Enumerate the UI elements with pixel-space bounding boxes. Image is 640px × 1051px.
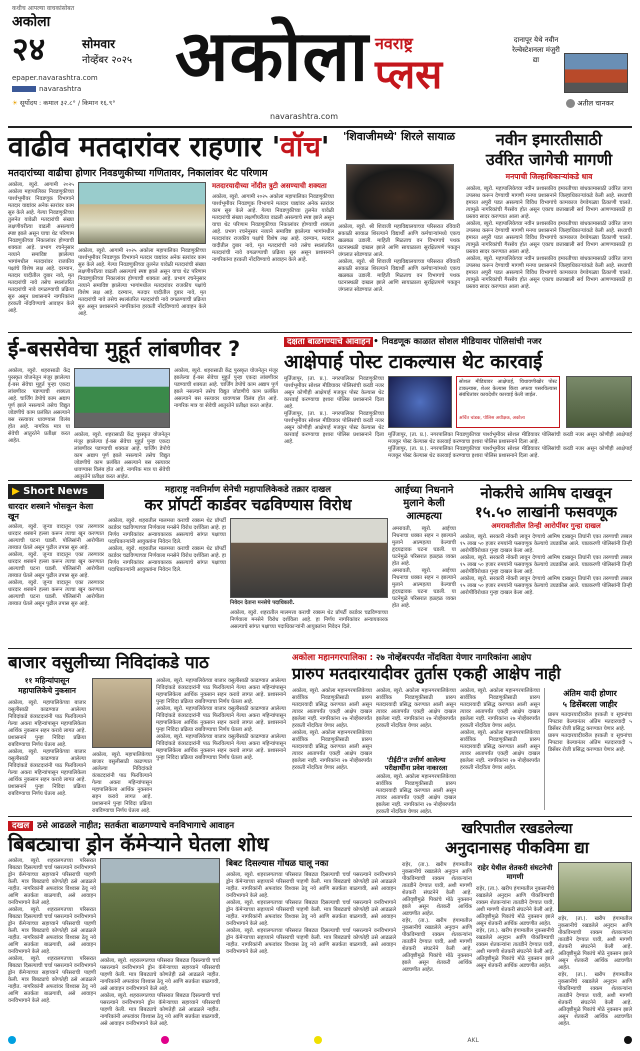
- mns-title: कर प्रॉपर्टी कार्डवर चढविण्यास विरोध: [144, 496, 352, 514]
- objection-title: प्रारुप मतदारयादीवर तुर्तास एकही आक्षेप नाही: [292, 664, 561, 683]
- reporter-avatar: [566, 99, 575, 108]
- insurance-body-right: राहेर, (ता.). खरीप हंगामातील नुकसानीचे रखडलेले अनुदान आणि पीकविम्याची रक्कम शेतकऱ्यांना तातडीने देण्यात यावी, अशी मागणी शेतकरी संघटनेने केली आहे. अतिवृष्टीमुळे पिकांचे मोठे नुकसान झाले असून शेतकरी आर्थिक अडचणीत आहेत. राहेर, (ता.). खरीप हंगामातील नुकसानीचे रखडलेले अनुदान आणि पीकविम्याची रक्कम शेतकऱ्यांना तातडीने देण्यात यावी, अशी मागणी शेतकरी संघटनेने केली आहे. अतिवृष्टीमुळे पिकांचे मोठे नुकसान झाले असून शेतकरी आर्थिक अडचणीत आहेत.: [558, 916, 632, 1027]
- mns-body-2: अकोला, ब्युरो. शहरातील मालमत्ता कराची रक्कम थेट प्रॉपर्टी कार्डवर चढविण्याच्या निर्णयाला मनसेने विरोध दर्शविला आहे. हा निर्णय नागरिकांवर अन्यायकारक असल्याचे सांगत पक्षाच्या पदाधिकाऱ्यांनी आयुक्तांना निवेदन दिले.: [230, 610, 388, 630]
- lead-body-left: अकोला, ब्युरो. आगामी २०२५ अकोला महापालिका निवडणुकीच्या पार्श्वभूमीवर निवडणूक विभागाने मतदार याद्यांवर अनेक स्तरांवर काम सुरु केले आहे. गेल्या निवडणुकीच्या तुलनेत यावेळी मतदारांची संख्या लक्षणीयरीत्या वाढली असल्याचे स्पष्ट झाले असून याचा थेट परिणाम निवडणुकीच्या निकालांवर होण्याची शक्यता आहे. प्रभाग रचनेनुसार नव्याने समाविष्ट झालेल्या भागांमधील मतदारांवर राजकीय पक्षांचे विशेष लक्ष आहे. दरम्यान, मतदार यादीतील दुबार नावे, मृत मतदारांची नावे तसेच स्थलांतरित मतदारांची नावे वगळण्याची प्रक्रिया सुरु असून प्रशासनाने नागरिकांना हरकती नोंदविण्याचे आवाहन केले आहे.: [8, 182, 74, 314]
- social-body-2: मूर्तिजापूर, (ता. प्र.). नगरपालिका निवडणुकीच्या पार्श्वभूमीवर सोशल मीडियावर पोलिसांची करडी नजर असून कोणीही आक्षेपार्ह मजकूर पोस्ट केल्यास थेट कारवाई करण्याचा इशारा पोलिस प्रशासनाने दिला आहे. मूर्तिजापूर, (ता. प्र.). नगरपालिका निवडणुकीच्या पार्श्वभूमीवर सोशल मीडियावर पोलिसांची करडी नजर असून कोणीही आक्षेपार्ह मजकूर पोस्ट केल्यास थेट कारवाई करण्याचा इशारा पोलिस प्रशासनाने दिला आहे.: [388, 432, 632, 459]
- weekday: सोमवार: [82, 37, 116, 51]
- jobs-body: अकोला, ब्युरो. सरकारी नोकरी लावून देण्याचे आमिष दाखवून तिघांनी एका तरुणाची तब्बल १५ लाख ५० हजार रुपयांनी फसवणूक केल्याचे उघडकीस आले. याप्रकरणी पोलिसांनी तिन्ही आरोपींविरोधात गुन्हा दाखल केला आहे. अकोला, ब्युरो. सरकारी नोकरी लावून देण्याचे आमिष दाखवून तिघांनी एका तरुणाची तब्बल १५ लाख ५० हजार रुपयांनी फसवणूक केल्याचे उघडकीस आले. याप्रकरणी पोलिसांनी तिन्ही आरोपींविरोधात गुन्हा दाखल केला आहे. अकोला, ब्युरो. सरकारी नोकरी लावून देण्याचे आमिष दाखवून तिघांनी एका तरुणाची तब्बल १५ लाख ५० हजार रुपयांनी फसवणूक केल्याचे उघडकीस आले. याप्रकरणी पोलिसांनी तिन्ही आरोपींविरोधात गुन्हा दाखल केला आहे.: [460, 534, 632, 596]
- objection-body-2: अकोला, ब्युरो. अकोला महानगरपालिकेच्या सार्वत्रिक निवडणुकीसाठी प्रारुप मतदारयादी प्रसिद्ध करण्यात आली असून त्यावर आतापर्यंत एकही आक्षेप दाखल झालेला नाही. नागरिकांना २७ नोव्हेंबरपर्यंत हरकती नोंदविता येणार आहेत.: [376, 688, 456, 729]
- objection-body-1: अकोला, ब्युरो. अकोला महानगरपालिकेच्या सार्वत्रिक निवडणुकीसाठी प्रारुप मतदारयादी प्रसिद्ध करण्यात आली असून त्यावर आतापर्यंत एकही आक्षेप दाखल झालेला नाही. नागरिकांना २७ नोव्हेंबरपर्यंत हरकती नोंदविता येणार आहेत. अकोला, ब्युरो. अकोला महानगरपालिकेच्या सार्वत्रिक निवडणुकीसाठी प्रारुप मतदारयादी प्रसिद्ध करण्यात आली असून त्यावर आतापर्यंत एकही आक्षेप दाखल झालेला नाही. नागरिकांना २७ नोव्हेंबरपर्यंत हरकती नोंदविता येणार आहेत.: [292, 688, 372, 771]
- short-news: [8, 484, 104, 644]
- objection-body-4: अकोला, ब्युरो. अकोला महानगरपालिकेच्या सार्वत्रिक निवडणुकीसाठी प्रारुप मतदारयादी प्रसिद्ध करण्यात आली असून त्यावर आतापर्यंत एकही आक्षेप दाखल झालेला नाही. नागरिकांना २७ नोव्हेंबरपर्यंत हरकती नोंदविता येणार आहेत. अकोला, ब्युरो. अकोला महानगरपालिकेच्या सार्वत्रिक निवडणुकीसाठी प्रारुप मतदारयादी प्रसिद्ध करण्यात आली असून त्यावर आतापर्यंत एकही आक्षेप दाखल झालेला नाही. नागरिकांना २७ नोव्हेंबरपर्यंत हरकती नोंदविता येणार आहेत.: [460, 688, 540, 771]
- brand-top: नवराष्ट्र: [375, 34, 413, 53]
- bazaar-body-mid: अकोला, ब्युरो. महापालिकेच्या बाजार वसुलीसाठी काढण्यात आलेल्या निविदांकडे कंत्राटदारांनी पाठ फिरविल्याने गेल्या अकरा महिन्यांपासून महापालिकेला आर्थिक नुकसान सहन करावे लागत आहे. प्रशासनाने पुन्हा निविदा प्रक्रिया राबविण्याचा निर्णय घेतला आहे.: [92, 752, 152, 814]
- farmers-photo: [558, 862, 632, 912]
- quote-author: अर्चित चांडक, पोलिस अधीक्षक, अकोला: [459, 416, 525, 421]
- reg-mark-magenta: [161, 1036, 169, 1044]
- drone-story: [8, 820, 396, 1030]
- mns-caption: निवेदन देताना मनसेचे पदाधिकारी.: [230, 600, 295, 606]
- ebus-body-left: अकोला, ब्युरो. शहरासाठी केंद्र पुरस्कृत योजनेतून मंजूर झालेल्या ई-बस सेवेचा मुहूर्त पुन्हा एकदा लांबणीवर पडण्याची शक्यता आहे. चार्जिंग डेपोचे काम अद्याप पूर्ण झाले नसल्याने तसेच विद्युत जोडणीचे काम प्रलंबित असल्याने बस रस्त्यावर धावण्यास विलंब होत आहे. नागरिक मात्र या सेवेची आतुरतेने प्रतीक्षा करत आहेत.: [8, 368, 70, 444]
- insurance-body-left: राहेर, (ता.). खरीप हंगामातील नुकसानीचे रखडलेले अनुदान आणि पीकविम्याची रक्कम शेतकऱ्यांना तातडीने देण्यात यावी, अशी मागणी शेतकरी संघटनेने केली आहे. अतिवृष्टीमुळे पिकांचे मोठे नुकसान झाले असून शेतकरी आर्थिक अडचणीत आहेत. राहेर, (ता.). खरीप हंगामातील नुकसानीचे रखडलेले अनुदान आणि पीकविम्याची रक्कम शेतकऱ्यांना तातडीने देण्यात यावी, अशी मागणी शेतकरी संघटनेने केली आहे. अतिवृष्टीमुळे पिकांचे मोठे नुकसान झाले असून शेतकरी आर्थिक अडचणीत आहेत.: [402, 862, 472, 973]
- drone-title: बिबट्याचा ड्रोन कॅमेऱ्याने घेतला शोध: [8, 832, 269, 856]
- lead-body-mid: अकोला, ब्युरो. आगामी २०२५ अकोला महापालिका निवडणुकीच्या पार्श्वभूमीवर निवडणूक विभागाने मतदार याद्यांवर अनेक स्तरांवर काम सुरु केले आहे. गेल्या निवडणुकीच्या तुलनेत यावेळी मतदारांची संख्या लक्षणीयरीत्या वाढली असल्याचे स्पष्ट झाले असून याचा थेट परिणाम निवडणुकीच्या निकालांवर होण्याची शक्यता आहे. प्रभाग रचनेनुसार नव्याने समाविष्ट झालेल्या भागांमधील मतदारांवर राजकीय पक्षांचे विशेष लक्ष आहे. दरम्यान, मतदार यादीतील दुबार नावे, मृत मतदारांची नावे तसेच स्थलांतरित मतदारांची नावे वगळण्याची प्रक्रिया सुरु असून प्रशासनाने नागरिकांना हरकती नोंदविण्याचे आवाहन केले आहे.: [78, 248, 206, 317]
- drone-body-bottom: अकोला, ब्युरो. शहरालगतच्या परिसरात बिबट्या दिसल्याची चर्चा पसरल्याने वनविभागाने ड्रोन कॅमेऱ्याच्या सहाय्याने परिसराची पाहणी केली. मात्र बिबट्याचे कोणतेही ठसे आढळले नाहीत. नागरिकांनी अफवांवर विश्वास ठेवू नये आणि सतर्कता बाळगावी, असे आवाहन वनविभागाने केले आहे. अकोला, ब्युरो. शहरालगतच्या परिसरात बिबट्या दिसल्याची चर्चा पसरल्याने वनविभागाने ड्रोन कॅमेऱ्याच्या सहाय्याने परिसराची पाहणी केली. मात्र बिबट्याचे कोणतेही ठसे आढळले नाहीत. नागरिकांनी अफवांवर विश्वास ठेवू नये आणि सतर्कता बाळगावी, असे आवाहन वनविभागाने केले आहे.: [100, 958, 220, 1027]
- drone-photo: [100, 858, 220, 954]
- bazaar-sub: ११ महिन्यांपासून महापालिकेचे नुकसान: [18, 676, 76, 695]
- leopard-box-title: बिबट दिसल्यास गोंधळ घालू नका: [226, 859, 329, 869]
- shivaji-title: 'शिवाजीमध्ये' शिरले सायाळ: [343, 130, 455, 143]
- reg-mark-yellow: [314, 1036, 322, 1044]
- month-year: नोव्हेंबर २०२५: [82, 55, 133, 66]
- social-body: मूर्तिजापूर, (ता. प्र.). नगरपालिका निवडणुकीच्या पार्श्वभूमीवर सोशल मीडियावर पोलिसांची करडी नजर असून कोणीही आक्षेपार्ह मजकूर पोस्ट केल्यास थेट कारवाई करण्याचा इशारा पोलिस प्रशासनाने दिला आहे. मूर्तिजापूर, (ता. प्र.). नगरपालिका निवडणुकीच्या पार्श्वभूमीवर सोशल मीडियावर पोलिसांची करडी नजर असून कोणीही आक्षेपार्ह मजकूर पोस्ट केल्यास थेट कारवाई करण्याचा इशारा पोलिस प्रशासनाने दिला आहे.: [284, 376, 384, 445]
- mns-kicker: महाराष्ट्र नवनिर्माण सेनेची महापालिकेकडे तक्रार दाखल: [165, 485, 331, 495]
- jobs-subhead: अमरावतीतील तिन्ही आरोपींवर गुन्हा दाखल: [491, 522, 601, 530]
- buildings-title-2: उर्वरित जागेची मागणी: [485, 150, 613, 169]
- masthead-tagline: कधीच आपल्या वाचकांसोबत: [12, 5, 75, 12]
- section-divider-4: [8, 816, 632, 817]
- social-title: आक्षेपार्ह पोस्ट टाकल्यास थेट कारवाई: [284, 351, 543, 373]
- final-title-2: ५ डिसेंबरला जाहीर: [562, 700, 618, 709]
- objection-story: [292, 652, 632, 815]
- jobs-story: [460, 484, 632, 644]
- buildings-title-1: नवीन इमारतीसाठी: [495, 130, 603, 149]
- color-registration-bar: [8, 1036, 632, 1044]
- section-divider-3: [8, 648, 632, 649]
- drone-body-left: अकोला, ब्युरो. शहरालगतच्या परिसरात बिबट्या दिसल्याची चर्चा पसरल्याने वनविभागाने ड्रोन कॅमेऱ्याच्या सहाय्याने परिसराची पाहणी केली. मात्र बिबट्याचे कोणतेही ठसे आढळले नाहीत. नागरिकांनी अफवांवर विश्वास ठेवू नये आणि सतर्कता बाळगावी, असे आवाहन वनविभागाने केले आहे. अकोला, ब्युरो. शहरालगतच्या परिसरात बिबट्या दिसल्याची चर्चा पसरल्याने वनविभागाने ड्रोन कॅमेऱ्याच्या सहाय्याने परिसराची पाहणी केली. मात्र बिबट्याचे कोणतेही ठसे आढळले नाहीत. नागरिकांनी अफवांवर विश्वास ठेवू नये आणि सतर्कता बाळगावी, असे आवाहन वनविभागाने केले आहे. अकोला, ब्युरो. शहरालगतच्या परिसरात बिबट्या दिसल्याची चर्चा पसरल्याने वनविभागाने ड्रोन कॅमेऱ्याच्या सहाय्याने परिसराची पाहणी केली. मात्र बिबट्याचे कोणतेही ठसे आढळले नाहीत. नागरिकांनी अफवांवर विश्वास ठेवू नये आणि सतर्कता बाळगावी, असे आवाहन वनविभागाने केले आहे.: [8, 858, 96, 1004]
- ebus-body-bottom: अकोला, ब्युरो. शहरासाठी केंद्र पुरस्कृत योजनेतून मंजूर झालेल्या ई-बस सेवेचा मुहूर्त पुन्हा एकदा लांबणीवर पडण्याची शक्यता आहे. चार्जिंग डेपोचे काम अद्याप पूर्ण झाले नसल्याने तसेच विद्युत जोडणीचे काम प्रलंबित असल्याने बस रस्त्यावर धावण्यास विलंब होत आहे. नागरिक मात्र या सेवेची आतुरतेने प्रतीक्षा करत आहेत.: [74, 432, 170, 480]
- ebus-title: ई-बससेवेचा मुहूर्त लांबणीवर ?: [8, 337, 241, 361]
- final-body: प्रारुप मतदारयादीवरील हरकती व सूचनांचा निपटारा केल्यानंतर अंतिम मतदारयादी ५ डिसेंबर रोजी प्रसिद्ध करण्यात येणार आहे. प्रारुप मतदारयादीवरील हरकती व सूचनांचा निपटारा केल्यानंतर अंतिम मतदारयादी ५ डिसेंबर रोजी प्रसिद्ध करण्यात येणार आहे.: [548, 712, 632, 753]
- short-news-body: अकोला, ब्युरो. जुन्या वादातून एका तरुणावर धारदार शस्त्राने हल्ला करून त्याचा खून करण्यात आल्याची घटना घडली. पोलिसांनी आरोपीला ताब्यात घेतले असून पुढील तपास सुरु आहे. अकोला, ब्युरो. जुन्या वादातून एका तरुणावर धारदार शस्त्राने हल्ला करून त्याचा खून करण्यात आल्याची घटना घडली. पोलिसांनी आरोपीला ताब्यात घेतले असून पुढील तपास सुरु आहे. अकोला, ब्युरो. जुन्या वादातून एका तरुणावर धारदार शस्त्राने हल्ला करून त्याचा खून करण्यात आल्याची घटना घडली. पोलिसांनी आरोपीला ताब्यात घेतले असून पुढील तपास सुरु आहे.: [8, 524, 104, 607]
- epaper-url[interactable]: epaper.navarashtra.com: [12, 74, 98, 82]
- bazaar-body-right: अकोला, ब्युरो. महापालिकेच्या बाजार वसुलीसाठी काढण्यात आलेल्या निविदांकडे कंत्राटदारांनी पाठ फिरविल्याने गेल्या अकरा महिन्यांपासून महापालिकेला आर्थिक नुकसान सहन करावे लागत आहे. प्रशासनाने पुन्हा निविदा प्रक्रिया राबविण्याचा निर्णय घेतला आहे. अकोला, ब्युरो. महापालिकेच्या बाजार वसुलीसाठी काढण्यात आलेल्या निविदांकडे कंत्राटदारांनी पाठ फिरविल्याने गेल्या अकरा महिन्यांपासून महापालिकेला आर्थिक नुकसान सहन करावे लागत आहे. प्रशासनाने पुन्हा निविदा प्रक्रिया राबविण्याचा निर्णय घेतला आहे. अकोला, ब्युरो. महापालिकेच्या बाजार वसुलीसाठी काढण्यात आलेल्या निविदांकडे कंत्राटदारांनी पाठ फिरविल्याने गेल्या अकरा महिन्यांपासून महापालिकेला आर्थिक नुकसान सहन करावे लागत आहे. प्रशासनाने पुन्हा निविदा प्रक्रिया राबविण्याचा निर्णय घेतला आहे.: [156, 678, 286, 761]
- objection-body-3: अकोला, ब्युरो. अकोला महानगरपालिकेच्या सार्वत्रिक निवडणुकीसाठी प्रारुप मतदारयादी प्रसिद्ध करण्यात आली असून त्यावर आतापर्यंत एकही आक्षेप दाखल झालेला नाही. नागरिकांना २७ नोव्हेंबरपर्यंत हरकती नोंदविता येणार आहेत.: [376, 774, 456, 815]
- weather-line: ☀ सूर्योदय : कमाल ३२.८° / किमान १६.९°: [12, 99, 116, 107]
- buildings-story: [466, 130, 632, 328]
- section-divider-2: [8, 480, 632, 481]
- mother-body: अमरावती, ब्युरो. आईच्या निधनाचा धक्का सहन न झाल्याने मुलाने आत्महत्या केल्याची हृदयद्रावक घटना घडली. या घटनेमुळे परिसरात हळहळ व्यक्त होत आहे. अमरावती, ब्युरो. आईच्या निधनाचा धक्का सहन न झाल्याने मुलाने आत्महत्या केल्याची हृदयद्रावक घटना घडली. या घटनेमुळे परिसरात हळहळ व्यक्त होत आहे.: [392, 526, 456, 609]
- lead-photo: [78, 182, 206, 244]
- lead-body-right: अकोला, ब्युरो. आगामी २०२५ अकोला महापालिका निवडणुकीच्या पार्श्वभूमीवर निवडणूक विभागाने मतदार याद्यांवर अनेक स्तरांवर काम सुरु केले आहे. गेल्या निवडणुकीच्या तुलनेत यावेळी मतदारांची संख्या लक्षणीयरीत्या वाढली असल्याचे स्पष्ट झाले असून याचा थेट परिणाम निवडणुकीच्या निकालांवर होण्याची शक्यता आहे. प्रभाग रचनेनुसार नव्याने समाविष्ट झालेल्या भागांमधील मतदारांवर राजकीय पक्षांचे विशेष लक्ष आहे. दरम्यान, मतदार यादीतील दुबार नावे, मृत मतदारांची नावे तसेच स्थलांतरित मतदारांची नावे वगळण्याची प्रक्रिया सुरु असून प्रशासनाने नागरिकांना हरकती नोंदविण्याचे आवाहन केले आहे.: [212, 194, 334, 263]
- mother-title: आईच्या निधनाने मुलाने केली आत्महत्या: [394, 485, 454, 522]
- social-story: [284, 336, 632, 476]
- final-title-1: अंतिम यादी होणार: [563, 689, 617, 698]
- buildings-subhead: मनपाची जिल्हाधिकाऱ्यांकडे धाव: [505, 172, 593, 181]
- police-photo: [566, 376, 632, 428]
- buildings-body: अकोला, ब्युरो. महापालिकेच्या नवीन प्रशासकीय इमारतीच्या बांधकामासाठी उर्वरित जागा उपलब्ध करून देण्याची मागणी मनपा प्रशासनाने जिल्हाधिकाऱ्यांकडे केली आहे. सध्याची इमारत अपुरी पडत असल्याने विविध विभागांचे कामकाज वेगवेगळ्या ठिकाणी चालते. त्यामुळे नागरिकांची गैरसोय होत असून एकाच छताखाली सर्व विभाग आणण्यासाठी हा प्रस्ताव सादर करण्यात आला आहे. अकोला, ब्युरो. महापालिकेच्या नवीन प्रशासकीय इमारतीच्या बांधकामासाठी उर्वरित जागा उपलब्ध करून देण्याची मागणी मनपा प्रशासनाने जिल्हाधिकाऱ्यांकडे केली आहे. सध्याची इमारत अपुरी पडत असल्याने विविध विभागांचे कामकाज वेगवेगळ्या ठिकाणी चालते. त्यामुळे नागरिकांची गैरसोय होत असून एकाच छताखाली सर्व विभाग आणण्यासाठी हा प्रस्ताव सादर करण्यात आला आहे. अकोला, ब्युरो. महापालिकेच्या नवीन प्रशासकीय इमारतीच्या बांधकामासाठी उर्वरित जागा उपलब्ध करून देण्याची मागणी मनपा प्रशासनाने जिल्हाधिकाऱ्यांकडे केली आहे. सध्याची इमारत अपुरी पडत असल्याने विविध विभागांचे कामकाज वेगवेगळ्या ठिकाणी चालते. त्यामुळे नागरिकांची गैरसोय होत असून एकाच छताखाली सर्व विभाग आणण्यासाठी हा प्रस्ताव सादर करण्यात आला आहे.: [466, 186, 632, 290]
- mother-story: [392, 484, 456, 644]
- bazaar-story: [8, 652, 286, 812]
- masthead-title: अकोला: [175, 15, 369, 97]
- promo-box: [510, 35, 628, 115]
- bazaar-title: बाजार वसुलीच्या निविदांकडे पाठ: [8, 653, 209, 673]
- masthead-divider: [8, 126, 632, 128]
- reg-mark-cyan: [8, 1036, 16, 1044]
- insurance-title-1: खरिपातील रखडलेल्या: [461, 821, 573, 837]
- jobs-title-1: नोकरीचे आमिष दाखवून: [480, 484, 612, 502]
- bazaar-body-left: अकोला, ब्युरो. महापालिकेच्या बाजार वसुलीसाठी काढण्यात आलेल्या निविदांकडे कंत्राटदारांनी पाठ फिरविल्याने गेल्या अकरा महिन्यांपासून महापालिकेला आर्थिक नुकसान सहन करावे लागत आहे. प्रशासनाने पुन्हा निविदा प्रक्रिया राबविण्याचा निर्णय घेतला आहे. अकोला, ब्युरो. महापालिकेच्या बाजार वसुलीसाठी काढण्यात आलेल्या निविदांकडे कंत्राटदारांनी पाठ फिरविल्याने गेल्या अकरा महिन्यांपासून महापालिकेला आर्थिक नुकसान सहन करावे लागत आहे. प्रशासनाने पुन्हा निविदा प्रक्रिया राबविण्याचा निर्णय घेतला आहे.: [8, 700, 86, 797]
- lead-story: [8, 130, 333, 328]
- bolt-icon: ▶: [12, 486, 24, 497]
- insurance-story: [402, 820, 632, 1030]
- insurance-subhead: राहेर येथील शेतकरी संघटनेची मागणी: [477, 864, 553, 881]
- lead-inset-head: मतदारयादीच्या नोंदीत त्रुटी असण्याची शक्यता: [212, 182, 327, 190]
- bazaar-photo: [92, 678, 152, 748]
- ebus-body-right: अकोला, ब्युरो. शहरासाठी केंद्र पुरस्कृत योजनेतून मंजूर झालेल्या ई-बस सेवेचा मुहूर्त पुन्हा एकदा लांबणीवर पडण्याची शक्यता आहे. चार्जिंग डेपोचे काम अद्याप पूर्ण झाले नसल्याने तसेच विद्युत जोडणीचे काम प्रलंबित असल्याने बस रस्त्यावर धावण्यास विलंब होत आहे. नागरिक मात्र या सेवेची आतुरतेने प्रतीक्षा करत आहेत.: [174, 368, 278, 409]
- leopard-box-body: अकोला, ब्युरो. शहरालगतच्या परिसरात बिबट्या दिसल्याची चर्चा पसरल्याने वनविभागाने ड्रोन कॅमेऱ्याच्या सहाय्याने परिसराची पाहणी केली. मात्र बिबट्याचे कोणतेही ठसे आढळले नाहीत. नागरिकांनी अफवांवर विश्वास ठेवू नये आणि सतर्कता बाळगावी, असे आवाहन वनविभागाने केले आहे. अकोला, ब्युरो. शहरालगतच्या परिसरात बिबट्या दिसल्याची चर्चा पसरल्याने वनविभागाने ड्रोन कॅमेऱ्याच्या सहाय्याने परिसराची पाहणी केली. मात्र बिबट्याचे कोणतेही ठसे आढळले नाहीत. नागरिकांनी अफवांवर विश्वास ठेवू नये आणि सतर्कता बाळगावी, असे आवाहन वनविभागाने केले आहे. अकोला, ब्युरो. शहरालगतच्या परिसरात बिबट्या दिसल्याची चर्चा पसरल्याने वनविभागाने ड्रोन कॅमेऱ्याच्या सहाय्याने परिसराची पाहणी केली. मात्र बिबट्याचे कोणतेही ठसे आढळले नाहीत. नागरिकांनी अफवांवर विश्वास ठेवू नये आणि सतर्कता बाळगावी, असे आवाहन वनविभागाने केले आहे.: [226, 872, 396, 955]
- final-list-box: [548, 688, 632, 810]
- shivaji-story: [338, 130, 460, 328]
- shivaji-body: अकोला, ब्युरो. श्री शिवाजी महाविद्यालयाच्या परिसरात रविवारी सकाळी सायाळ शिरल्याने विद्यार्थी आणि कर्मचाऱ्यांमध्ये एकच खळबळ उडाली. माहिती मिळताच वन विभागाचे पथक घटनास्थळी दाखल झाले आणि सायाळाला सुरक्षितपणे पकडून जंगलात सोडण्यात आले. अकोला, ब्युरो. श्री शिवाजी महाविद्यालयाच्या परिसरात रविवारी सकाळी सायाळ शिरल्याने विद्यार्थी आणि कर्मचाऱ्यांमध्ये एकच खळबळ उडाली. माहिती मिळताच वन विभागाचे पथक घटनास्थळी दाखल झाले आणि सायाळाला सुरक्षितपणे पकडून जंगलात सोडण्यात आले.: [338, 224, 460, 293]
- quote-box: [456, 376, 560, 428]
- promo-byline: अतील चानकर: [566, 99, 614, 109]
- brand-badge: [375, 32, 500, 102]
- lead-subhead: मतदारांच्या वाढीचा होणार निवडणुकीच्या गणितावर, निकालांवर थेट परिणाम: [8, 168, 268, 179]
- phone-graphic: [388, 376, 452, 428]
- insurance-title-2: अनुदानासह पीकविमा द्या: [445, 838, 589, 857]
- reg-mark-black: [624, 1036, 632, 1044]
- ebus-photo: [74, 368, 170, 428]
- section-divider-1: [8, 332, 632, 333]
- train-photo: [564, 53, 628, 93]
- page-code: AKL: [467, 1036, 479, 1044]
- objection-kicker: अकोला महानगरपालिका : २७ नोव्हेंबरपर्यंत नोंदविता येणार नागरिकांना आक्षेप: [292, 653, 532, 663]
- insurance-body-mid: राहेर, (ता.). खरीप हंगामातील नुकसानीचे रखडलेले अनुदान आणि पीकविम्याची रक्कम शेतकऱ्यांना तातडीने देण्यात यावी, अशी मागणी शेतकरी संघटनेने केली आहे. अतिवृष्टीमुळे पिकांचे मोठे नुकसान झाले असून शेतकरी आर्थिक अडचणीत आहेत. राहेर, (ता.). खरीप हंगामातील नुकसानीचे रखडलेले अनुदान आणि पीकविम्याची रक्कम शेतकऱ्यांना तातडीने देण्यात यावी, अशी मागणी शेतकरी संघटनेने केली आहे. अतिवृष्टीमुळे पिकांचे मोठे नुकसान झाले असून शेतकरी आर्थिक अडचणीत आहेत.: [476, 886, 554, 969]
- social-handle: navarashtra: [12, 85, 81, 93]
- porcupine-photo: [346, 164, 454, 220]
- drone-kicker: दखल ठसे आढळले नाहीत; सतर्कता बाळगण्याचे वनविभागाचे आवाहन: [8, 820, 396, 831]
- mns-body: अकोला, ब्युरो. शहरातील मालमत्ता कराची रक्कम थेट प्रॉपर्टी कार्डवर चढविण्याच्या निर्णयाला मनसेने विरोध दर्शविला आहे. हा निर्णय नागरिकांवर अन्यायकारक असल्याचे सांगत पक्षाच्या पदाधिकाऱ्यांनी आयुक्तांना निवेदन दिले. अकोला, ब्युरो. शहरातील मालमत्ता कराची रक्कम थेट प्रॉपर्टी कार्डवर चढविण्याच्या निर्णयाला मनसेने विरोध दर्शविला आहे. हा निर्णय नागरिकांवर अन्यायकारक असल्याचे सांगत पक्षाच्या पदाधिकाऱ्यांनी आयुक्तांना निवेदन दिले.: [108, 518, 226, 573]
- edition-label: अकोला: [12, 14, 51, 30]
- short-news-label: ▶ Short News: [8, 484, 104, 499]
- mns-photo: [230, 518, 388, 598]
- mns-story: [108, 484, 388, 644]
- date-number: २४: [12, 30, 46, 68]
- brand-bottom: प्लस: [375, 52, 443, 98]
- lead-headline: वाढीव मतदारांवर राहणार 'वॉच': [8, 130, 330, 163]
- masthead-url[interactable]: navarashtra.com: [270, 112, 338, 121]
- ebus-story: [8, 336, 278, 480]
- tet-subhead: 'टीईटी'त उत्तीर्ण आलेल्या परीक्षार्थींना प्रवेश नाकारला: [384, 756, 448, 772]
- objection-column-rule: [544, 688, 545, 810]
- promo-text: दानापूर येथे नवीन रेल्वेस्टेशनला मंजुरी द्या: [512, 36, 560, 64]
- social-kicker: दक्षता बाळगण्याचे आवाहन • निवडणूक काळात सोशल मीडियावर पोलिसांची नजर: [284, 336, 632, 347]
- quote-text: सोशल मीडियावर आक्षेपार्ह, चिथावणीखोर पोस्ट टाकल्यास, शेअर केल्यास किंवा अफवा पसरविल्यास संबंधितांवर कायदेशीर कारवाई केली जाईल.: [459, 379, 557, 398]
- social-icons: [12, 86, 36, 92]
- masthead: [0, 0, 640, 130]
- jobs-title-2: १५.५० लाखांनी फसवणूक: [474, 503, 618, 521]
- short-news-title: धारदार शस्त्राने भोसकून केला खून: [8, 502, 94, 521]
- sun-icon: ☀: [12, 99, 20, 107]
